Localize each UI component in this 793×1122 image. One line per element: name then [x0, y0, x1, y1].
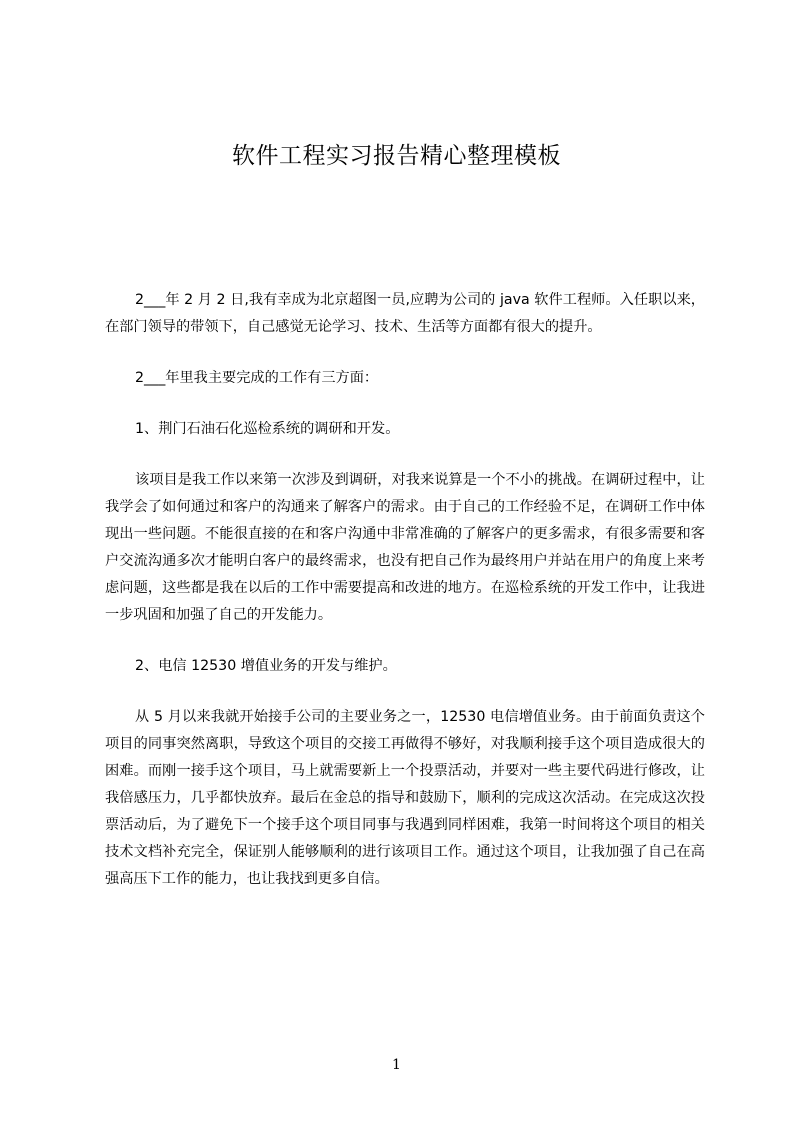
- section-heading-1: 1、荆门石油石化巡检系统的调研和开发。: [135, 421, 400, 437]
- document-title: 软件工程实习报告精心整理模板: [232, 143, 561, 169]
- section-paragraph-2: 从 5 月以来我就开始接手公司的主要业务之一，12530 电信增值业务。由于前面负责这个项目的同事突然离职，导致这个项目的交接工再做得不够好，对我顺利接手这个项目造成很大的困难。而刚一接手这个项目，马上就需要新上一个投票活动，并要对一些主要代码进行修改，让我倍感压力，几乎都快放弃。最后在金总的指导和鼓励下，顺利的完成这次活动。在完成这次投票活动后，为了避免下一个接手这个项目同事与我遇到同样困难，我第一时间将这个项目的相关技术文档补充完全，保证别人能够顺利的进行该项目工作。通过这个项目，让我加强了自己在高强高压下工作的能力，也让我找到更多自信。: [105, 709, 705, 887]
- intro-paragraph: 2___年 2 月 2 日,我有幸成为北京超图一员,应聘为公司的 java 软件工程师。入任职以来，在部门领导的带领下，自己感觉无论学习、技术、生活等方面都有很大的提升。: [105, 292, 705, 335]
- document-body: [105, 287, 705, 917]
- section-paragraph-1: 该项目是我工作以来第一次涉及到调研，对我来说算是一个不小的挑战。在调研过程中，让我学会了如何通过和客户的沟通来了解客户的需求。由于自己的工作经验不足，在调研工作中体现出一些问题。不能很直接的在和客户沟通中非常准确的了解客户的更多需求，有很多需要和客户交流沟通多次才能明白客户的最终需求，也没有把自己作为最终用户并站在用户的角度上来考虑问题，这些都是我在以后的工作中需要提高和改进的地方。在巡检系统的开发工作中，让我进一步巩固和加强了自己的开发能力。: [105, 472, 705, 623]
- page-number: 1: [392, 1057, 401, 1073]
- section-heading-2: 2、电信 12530 增值业务的开发与维护。: [135, 658, 397, 674]
- summary-heading: 2___年里我主要完成的工作有三方面：: [135, 370, 379, 386]
